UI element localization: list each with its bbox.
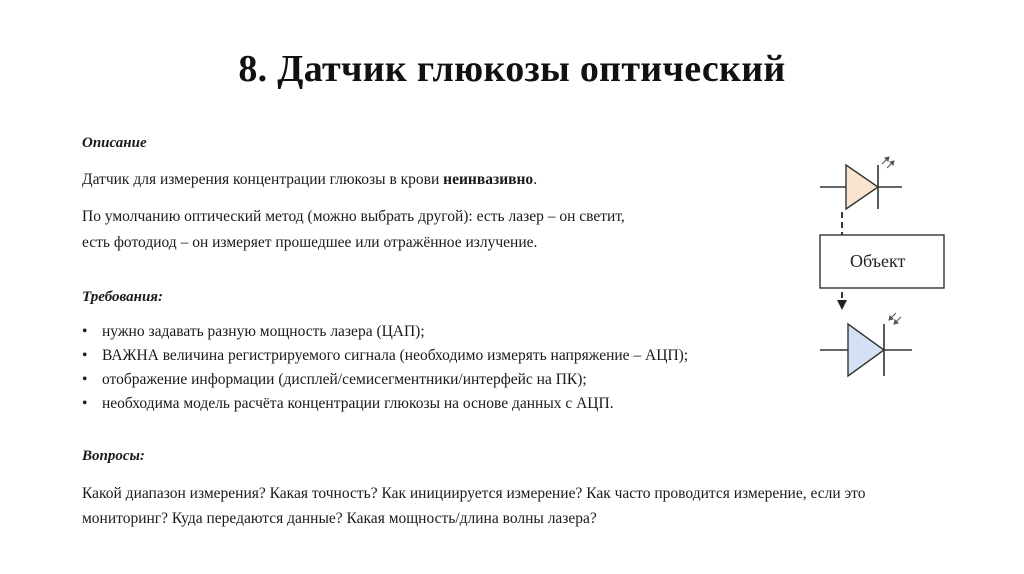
- bullet-icon: •: [82, 395, 88, 412]
- requirement-item: [82, 395, 614, 413]
- description-line-3: есть фотодиод – он измеряет прошедшее или отражённое излучение.: [82, 234, 538, 251]
- questions-line-2: мониторинг? Куда передаются данные? Какая мощность/длина волны лазера?: [82, 510, 597, 527]
- questions-heading: Вопросы:: [82, 448, 145, 464]
- beam-arrow-icon: [837, 300, 847, 310]
- description-line-1-text: Датчик для измерения концентрации глюкозы в крови: [82, 171, 444, 188]
- bullet-icon: •: [82, 347, 88, 364]
- description-line-2: По умолчанию оптический метод (можно выбрать другой): есть лазер – он светит,: [82, 208, 625, 225]
- laser-photodiode-diagram: [810, 140, 1010, 395]
- requirement-text: ВАЖНА величина регистрируемого сигнала (необходимо измерять напряжение – АЦП);: [102, 347, 689, 364]
- photodiode-icon: [820, 313, 912, 376]
- requirement-text: необходима модель расчёта концентрации глюкозы на основе данных с АЦП.: [102, 395, 614, 412]
- laser-diode-icon: [820, 157, 902, 209]
- requirement-item: [82, 371, 587, 389]
- requirement-item: [82, 347, 688, 365]
- noninvasive-emphasis: неинвазивно: [443, 171, 534, 188]
- description-line-1-end: .: [533, 171, 538, 188]
- bullet-icon: •: [82, 323, 88, 340]
- diagram-svg: [810, 140, 1010, 390]
- slide-title: 8. Датчик глюкозы оптический: [238, 48, 786, 90]
- requirement-text: отображение информации (дисплей/семисегментники/интерфейс на ПК);: [102, 371, 587, 388]
- description-line-1: [82, 171, 537, 189]
- requirements-heading: Требования:: [82, 289, 164, 305]
- bullet-icon: •: [82, 371, 88, 388]
- questions-line-1: Какой диапазон измерения? Какая точность? Как инициируется измерение? Как часто проводится измерение, если это: [82, 485, 866, 502]
- object-label: Объект: [850, 251, 906, 271]
- description-heading: Описание: [82, 135, 147, 151]
- requirement-item: [82, 323, 425, 341]
- requirement-text: нужно задавать разную мощность лазера (ЦАП);: [102, 323, 425, 340]
